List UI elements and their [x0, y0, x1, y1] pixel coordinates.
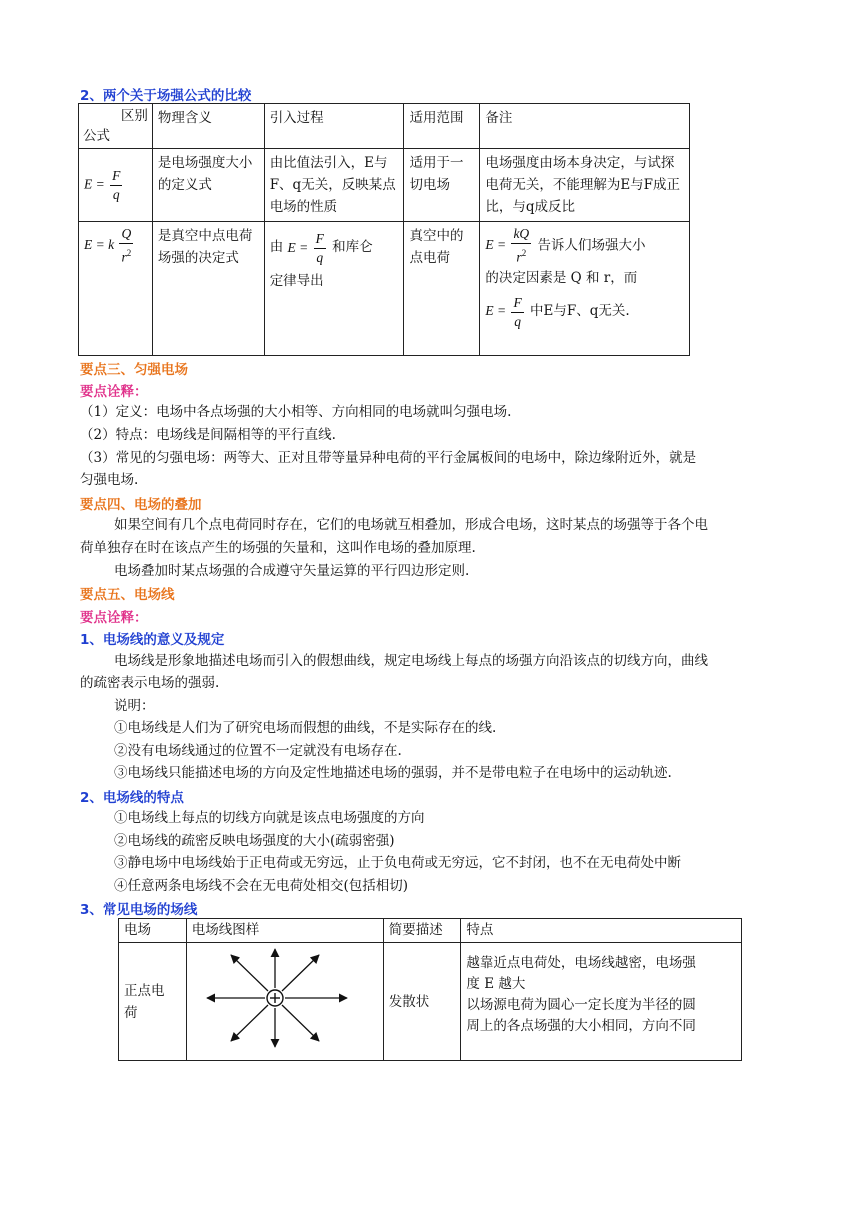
- fraction: [119, 225, 133, 267]
- fraction: [511, 294, 523, 331]
- formula-lhs: E =: [287, 239, 309, 255]
- formula-e-kq-r2-inline: [485, 225, 533, 267]
- header-feature: 特点: [461, 919, 742, 943]
- field-line2: 荷: [124, 1004, 138, 1021]
- point-3-line3b: 匀强电场.: [80, 472, 139, 488]
- formula-e-f-q: [84, 167, 124, 204]
- fraction-num: F: [511, 294, 523, 313]
- fraction-den: q: [112, 186, 120, 202]
- meaning-cell: 是真空中点电荷场强的决定式: [152, 222, 264, 356]
- fraction-num: F: [314, 230, 326, 249]
- fraction-den: [119, 244, 133, 267]
- scope-cell: 真空中的点电荷: [404, 222, 480, 356]
- formula-lhs: E =: [485, 303, 507, 319]
- note-line1: [485, 225, 684, 267]
- point-4-line2: 电场叠加时某点场强的合成遵守矢量运算的平行四边形定则.: [114, 563, 470, 579]
- fraction-num: Q: [119, 225, 133, 244]
- point-4-line1a: 如果空间有几个点电荷同时存在，它们的电场就互相叠加，形成合电场，这时某点的场强等于各个电: [114, 517, 708, 533]
- field-line-down-left: [231, 1005, 268, 1041]
- header-meaning: 物理含义: [152, 104, 264, 149]
- note-line3: [485, 289, 684, 334]
- process-pre: 由: [269, 239, 284, 255]
- table-header-row: [79, 104, 690, 149]
- header-process: 引入过程: [264, 104, 404, 149]
- scope-cell: 适用于一切电场: [404, 149, 480, 222]
- fraction-den-base: r: [121, 249, 127, 265]
- point-3-title: 要点三、匀强电场: [80, 362, 188, 378]
- header-diag-bottom: 公式: [83, 128, 110, 144]
- process-line2: 定律导出: [269, 272, 324, 289]
- point-5-subtitle: 要点诠释：: [80, 610, 148, 626]
- header-desc: 简要描述: [383, 919, 461, 943]
- fraction-num: kQ: [511, 225, 531, 244]
- feature-line3: 以场源电荷为圆心一定长度为半径的圆: [466, 997, 696, 1013]
- process-post: 和库仑: [332, 239, 373, 255]
- pattern-cell: [186, 943, 383, 1061]
- note-cell: 电场强度由场本身决定，与试探电荷无关，不能理解为E与F成正比，与q成反比: [480, 149, 690, 222]
- table-row: [79, 149, 690, 222]
- fraction-den: q: [316, 249, 324, 265]
- fraction: [511, 225, 531, 267]
- table2-header-row: [119, 919, 742, 943]
- subsection-1-item1: ①电场线是人们为了研究电场而假想的曲线，不是实际存在的线.: [114, 720, 497, 736]
- header-diag-top: 区别: [120, 108, 148, 124]
- header-scope: 适用范围: [404, 104, 480, 149]
- feature-line4: 周上的各点场强的大小相同，方向不同: [466, 1018, 696, 1034]
- subsection-1-item3: ③电场线只能描述电场的方向及定性地描述电场的强弱，并不是带电粒子在电场中的运动轨迹.: [114, 765, 672, 781]
- formula-e-kq-r2: [84, 225, 135, 267]
- desc-cell: 发散状: [383, 943, 461, 1061]
- point-3-line3a: （3）常见的匀强电场：两等大、正对且带等量异种电荷的平行金属板间的电场中，除边缘附近外，就是: [80, 450, 697, 466]
- note-cell: [480, 222, 690, 356]
- formula-lhs: E =: [485, 237, 507, 252]
- subsection-1-note: 说明：: [114, 698, 155, 714]
- field-line-down-right: [282, 1005, 319, 1041]
- feature-cell: [461, 943, 742, 1061]
- subsection-1-item2: ②没有电场线通过的位置不一定就没有电场存在.: [114, 743, 402, 759]
- subsection-1-line1a: 电场线是形象地描述电场而引入的假想曲线，规定电场线上每点的场强方向沿该点的切线方向，曲线: [114, 653, 708, 669]
- formula-lhs: E = k: [84, 236, 115, 252]
- process-cell: 由比值法引入，E与F、q无关，反映某点电场的性质: [264, 149, 404, 222]
- point-5-title: 要点五、电场线: [80, 587, 175, 603]
- formula-e-f-q-inline: [485, 289, 525, 333]
- formula-lhs: E =: [84, 176, 105, 192]
- fraction-den-exp: 2: [126, 248, 132, 258]
- subsection-2-item4: ④任意两条电场线不会在无电荷处相交(包括相切): [114, 878, 409, 894]
- table-row: [79, 222, 690, 356]
- fraction-den-base: r: [516, 249, 522, 265]
- meaning-cell: 是电场强度大小的定义式: [152, 149, 264, 222]
- point-3-line2: （2）特点：电场线是间隔相等的平行直线.: [80, 427, 336, 443]
- subsection-1-line1b: 的疏密表示电场的强弱.: [80, 675, 220, 691]
- subsection-2-title: 2、电场线的特点: [80, 790, 184, 806]
- formula-comparison-table: [78, 103, 690, 356]
- fraction: [110, 167, 122, 204]
- note-text1: 告诉人们场强大小: [537, 237, 646, 254]
- field-line-up-right: [282, 955, 319, 991]
- fraction: [314, 230, 326, 267]
- field-line1: 正点电: [124, 982, 165, 999]
- subsection-1-title: 1、电场线的意义及规定: [80, 632, 225, 648]
- subsection-3-title: 3、常见电场的场线: [80, 902, 198, 918]
- formula-cell: [79, 149, 153, 222]
- point-4-line1b: 荷单独存在时在该点产生的场强的矢量和，这叫作电场的叠加原理.: [80, 540, 476, 556]
- section-2-title: 2、两个关于场强公式的比较: [80, 88, 252, 104]
- positive-charge-field-lines: [187, 943, 383, 1053]
- table-row: [119, 943, 742, 1061]
- formula-e-f-q-inline: [287, 226, 327, 270]
- field-cell: [119, 943, 187, 1061]
- fraction-den: [514, 244, 528, 267]
- fraction-den: q: [514, 313, 521, 329]
- note-text3: 中E与F、q无关.: [529, 302, 630, 319]
- fraction-den-exp: 2: [521, 248, 527, 259]
- header-note: 备注: [480, 104, 690, 149]
- process-cell: [264, 222, 404, 356]
- diagonal-header-cell: [79, 104, 153, 149]
- note-line2: 的决定因素是 Q 和 r，而: [485, 269, 638, 286]
- point-4-title: 要点四、电场的叠加: [80, 497, 202, 513]
- subsection-2-item3: ③静电场中电场线始于正电荷或无穷远，止于负电荷或无穷远，它不封闭，也不在无电荷处中断: [114, 855, 681, 871]
- feature-line1: 越靠近点电荷处，电场线越密，电场强: [466, 955, 696, 971]
- header-field: 电场: [119, 919, 187, 943]
- field-line-up-left: [231, 955, 268, 991]
- field-lines-table: [118, 918, 742, 1061]
- formula-cell: [79, 222, 153, 356]
- header-pattern: 电场线图样: [186, 919, 383, 943]
- process-line1: [270, 225, 399, 270]
- subsection-2-item2: ②电场线的疏密反映电场强度的大小(疏弱密强): [114, 833, 395, 849]
- positive-charge-icon: [267, 990, 283, 1006]
- point-3-subtitle: 要点诠释：: [80, 384, 148, 400]
- fraction-num: F: [110, 167, 122, 186]
- feature-line2: 度 E 越大: [466, 976, 526, 992]
- point-3-line1: （1）定义：电场中各点场强的大小相等、方向相同的电场就叫匀强电场.: [80, 404, 512, 420]
- subsection-2-item1: ①电场线上每点的切线方向就是该点电场强度的方向: [114, 810, 425, 826]
